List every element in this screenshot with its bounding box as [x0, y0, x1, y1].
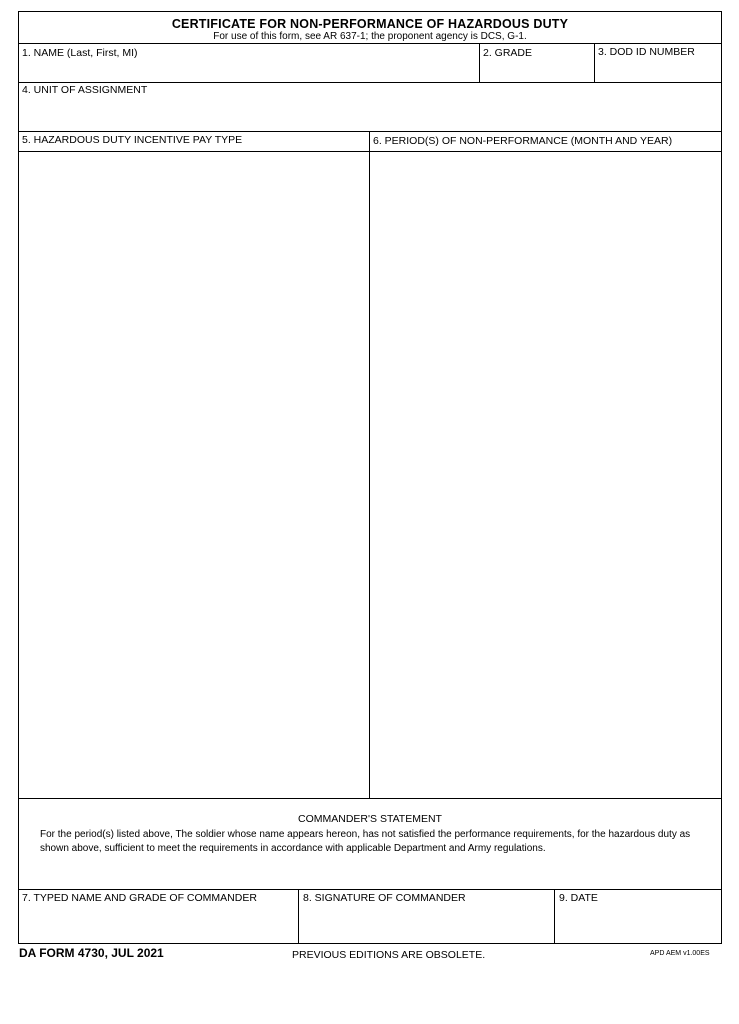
form-frame	[18, 11, 722, 944]
commander-name-label: 7. TYPED NAME AND GRADE OF COMMANDER	[22, 892, 257, 904]
grade-label: 2. GRADE	[483, 47, 533, 59]
dod-id-field[interactable]	[595, 60, 721, 82]
divider-statement	[19, 798, 721, 799]
grade-field[interactable]	[480, 60, 594, 82]
name-field[interactable]	[19, 60, 479, 82]
unit-label: 4. UNIT OF ASSIGNMENT	[22, 84, 148, 96]
divider-row2	[19, 131, 721, 132]
pay-type-field[interactable]	[19, 152, 369, 798]
date-label: 9. DATE	[559, 892, 598, 904]
dod-id-label: 3. DOD ID NUMBER	[598, 46, 695, 58]
divider-row1	[19, 82, 721, 83]
form-number: DA FORM 4730, JUL 2021	[19, 946, 164, 960]
periods-field[interactable]	[370, 152, 721, 798]
name-label: 1. NAME (Last, First, MI)	[22, 47, 138, 59]
signature-field[interactable]	[299, 906, 554, 944]
form-title: CERTIFICATE FOR NON-PERFORMANCE OF HAZARDOUS DUTY	[171, 17, 569, 31]
version-label: APD AEM v1.00ES	[650, 950, 710, 957]
statement-heading: COMMANDER'S STATEMENT	[298, 813, 442, 825]
unit-field[interactable]	[19, 98, 721, 131]
divider-header	[19, 43, 721, 44]
divider-signature	[19, 889, 721, 890]
signature-label: 8. SIGNATURE OF COMMANDER	[303, 892, 466, 904]
form-subtitle: For use of this form, see AR 637-1; the proponent agency is DCS, G-1.	[213, 31, 527, 42]
statement-text: For the period(s) listed above, The soldier whose name appears hereon, has not satisfied the performance requirements, for the hazardous duty as shown above, sufficient to meet the requirements in accordance with applicable Department and Army regulations.	[40, 829, 691, 854]
date-field[interactable]	[555, 906, 721, 944]
obsolete-note: PREVIOUS EDITIONS ARE OBSOLETE.	[292, 949, 486, 961]
commander-name-field[interactable]	[19, 906, 298, 944]
periods-label: 6. PERIOD(S) OF NON-PERFORMANCE (MONTH AND YEAR)	[373, 135, 673, 147]
pay-type-label: 5. HAZARDOUS DUTY INCENTIVE PAY TYPE	[22, 134, 243, 146]
